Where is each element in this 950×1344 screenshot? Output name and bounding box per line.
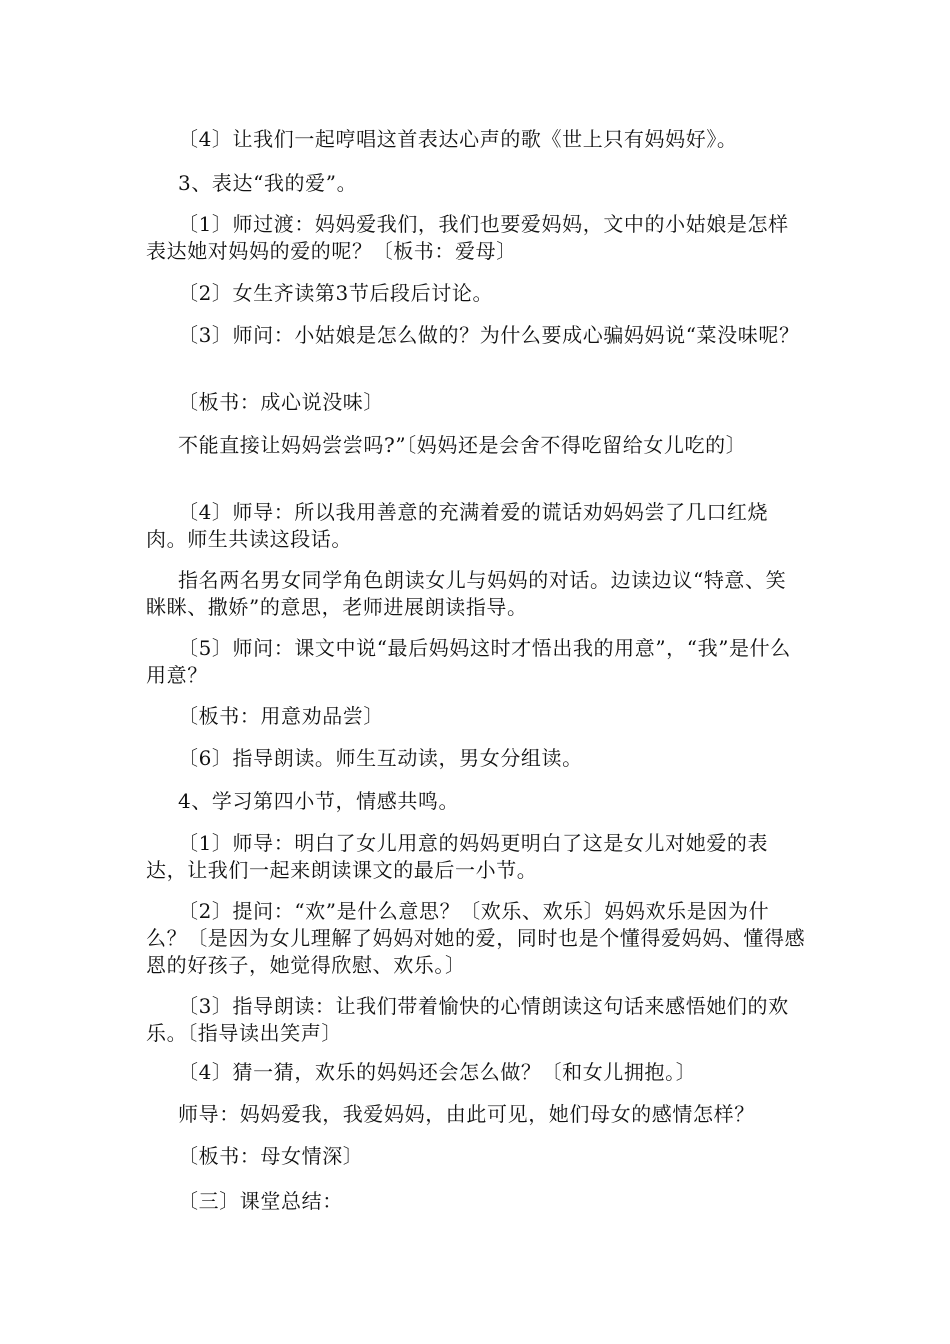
paragraph-5: 〔3〕师问：小姑娘是怎么做的？为什么要成心骗妈妈说“菜没味呢？: [178, 323, 800, 347]
paragraph-18: 师导：妈妈爱我，我爱妈妈，由此可见，她们母女的感情怎样？: [178, 1102, 755, 1126]
paragraph-7: 不能直接让妈妈尝尝吗?”〔妈妈还是会舍不得吃留给女儿吃的〕: [178, 433, 747, 457]
paragraph-16: 〔3〕指导朗读：让我们带着愉快的心情朗读这句话来感悟她们的欢乐。〔指导读出笑声〕: [146, 994, 789, 1045]
paragraph-9: 指名两名男女同学角色朗读女儿与妈妈的对话。边读边议“特意、笑眯眯、撒娇”的意思，老师进展朗读指导。: [146, 568, 787, 619]
paragraph-2: 3、表达“我的爱”。: [178, 171, 358, 195]
paragraph-13: 4、学习第四小节，情感共鸣。: [178, 789, 460, 813]
paragraph-10: 〔5〕师问：课文中说“最后妈妈这时才悟出我的用意”，“我”是什么用意？: [146, 636, 791, 687]
paragraph-6: 〔板书：成心说没味〕: [178, 390, 384, 414]
paragraph-20: 〔三〕课堂总结：: [178, 1189, 343, 1213]
paragraph-4: 〔2〕女生齐读第3节后段后讨论。: [178, 281, 494, 305]
paragraph-12: 〔6〕指导朗读。师生互动读，男女分组读。: [178, 746, 583, 770]
paragraph-19: 〔板书：母女情深〕: [178, 1144, 364, 1168]
paragraph-17: 〔4〕猜一猜，欢乐的妈妈还会怎么做？〔和女儿拥抱。〕: [178, 1060, 697, 1084]
paragraph-15: 〔2〕提问：“欢”是什么意思？〔欢乐、欢乐〕妈妈欢乐是因为什么？〔是因为女儿理解了妈妈对她的爱，同时也是个懂得爱妈妈、懂得感恩的好孩子，她觉得欣慰、欢乐。〕: [146, 899, 806, 977]
paragraph-14: 〔1〕师导：明白了女儿用意的妈妈更明白了这是女儿对她爱的表达，让我们一起来朗读课文的最后一小节。: [146, 831, 769, 882]
paragraph-11: 〔板书：用意劝品尝〕: [178, 704, 384, 728]
paragraph-3: 〔1〕师过渡：妈妈爱我们，我们也要爱妈妈，文中的小姑娘是怎样表达她对妈妈的爱的呢？〔板书：爱母〕: [146, 212, 789, 263]
paragraph-8: 〔4〕师导：所以我用善意的充满着爱的谎话劝妈妈尝了几口红烧肉。师生共读这段话。: [146, 500, 769, 551]
paragraph-1: 〔4〕让我们一起哼唱这首表达心声的歌《世上只有妈妈好》。: [178, 127, 738, 151]
